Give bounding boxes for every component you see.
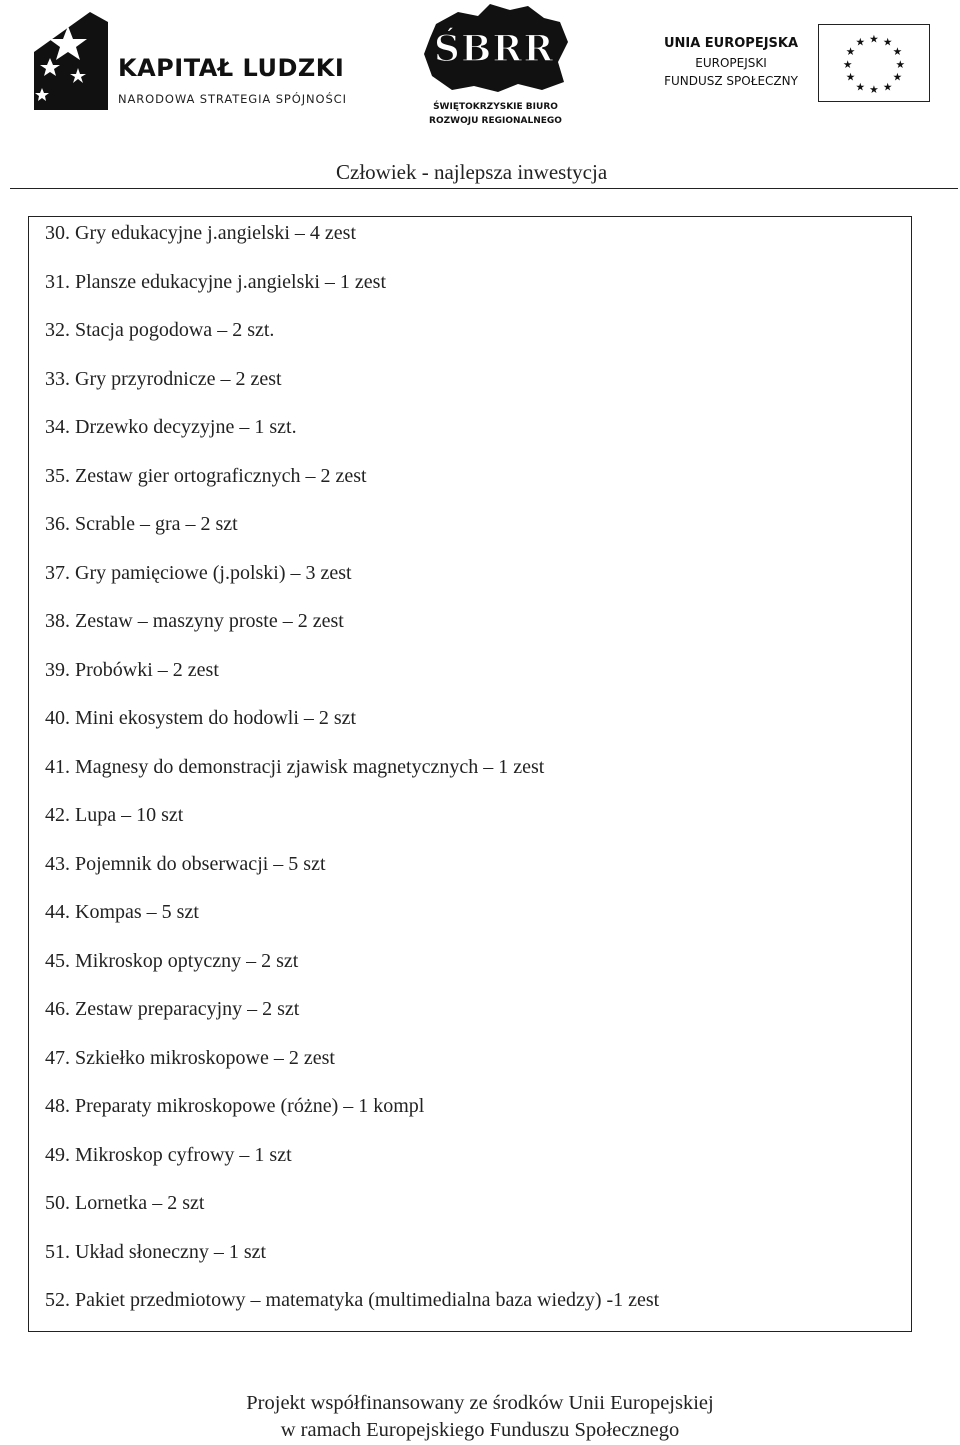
sbrr-logo bbox=[418, 2, 573, 130]
list-item: 45. Mikroskop optyczny – 2 szt bbox=[45, 949, 299, 972]
list-item: 41. Magnesy do demonstracji zjawisk magnetycznych – 1 zest bbox=[45, 755, 545, 778]
list-item: 49. Mikroskop cyfrowy – 1 szt bbox=[45, 1143, 292, 1166]
list-item: 36. Scrable – gra – 2 szt bbox=[45, 513, 238, 535]
eu-title: UNIA EUROPEJSKA bbox=[663, 36, 799, 51]
footer-line1: Projekt współfinansowany ze środków Unii Europejskiej bbox=[246, 1392, 714, 1414]
eu-flag-icon bbox=[818, 24, 930, 102]
list-item: 31. Plansze edukacyjne j.angielski – 1 zest bbox=[45, 270, 387, 293]
kapital-ludzki-logo bbox=[28, 12, 373, 112]
eu-fund-line2: FUNDUSZ SPOŁECZNY bbox=[664, 74, 798, 88]
kapital-ludzki-star-icon bbox=[28, 12, 110, 110]
kapital-ludzki-subtitle: NARODOWA STRATEGIA SPÓJNOŚCI bbox=[118, 92, 347, 106]
list-item: 46. Zestaw preparacyjny – 2 szt bbox=[45, 998, 300, 1020]
list-item: 38. Zestaw – maszyny proste – 2 zest bbox=[45, 610, 344, 632]
list-item: 32. Stacja pogodowa – 2 szt. bbox=[45, 319, 275, 341]
list-item: 44. Kompas – 5 szt bbox=[45, 901, 199, 923]
svg-text:★: ★ bbox=[895, 57, 906, 71]
svg-text:★: ★ bbox=[842, 57, 853, 71]
svg-text:★: ★ bbox=[855, 35, 866, 49]
page-header bbox=[0, 0, 960, 192]
svg-text:★: ★ bbox=[845, 45, 856, 59]
list-item: 51. Układ słoneczny – 1 szt bbox=[45, 1240, 267, 1263]
list-item: 35. Zestaw gier ortograficznych – 2 zest bbox=[45, 464, 367, 487]
list-item: 34. Drzewko decyzyjne – 1 szt. bbox=[45, 416, 297, 438]
list-item: 48. Preparaty mikroskopowe (różne) – 1 kompl bbox=[45, 1095, 425, 1117]
page-footer bbox=[0, 1390, 960, 1444]
list-item: 50. Lornetka – 2 szt bbox=[45, 1192, 205, 1214]
kapital-ludzki-title: KAPITAŁ LUDZKI bbox=[118, 54, 345, 82]
footer-line2: w ramach Europejskiego Funduszu Społecznego bbox=[280, 1419, 680, 1441]
list-item: 47. Szkiełko mikroskopowe – 2 zest bbox=[45, 1046, 335, 1069]
eu-fund-line1: EUROPEJSKI bbox=[695, 56, 767, 70]
list-item: 33. Gry przyrodnicze – 2 zest bbox=[45, 367, 282, 390]
svg-text:★: ★ bbox=[892, 45, 903, 59]
svg-text:★: ★ bbox=[882, 80, 893, 94]
svg-text:★: ★ bbox=[882, 35, 893, 49]
list-item: 42. Lupa – 10 szt bbox=[45, 804, 184, 826]
list-item: 52. Pakiet przedmiotowy – matematyka (multimedialna baza wiedzy) -1 zest bbox=[45, 1289, 660, 1311]
svg-text:★: ★ bbox=[869, 83, 879, 97]
list-item: 30. Gry edukacyjne j.angielski – 4 zest bbox=[45, 222, 357, 244]
tagline: Człowiek - najlepsza inwestycja bbox=[336, 160, 608, 184]
sbrr-subtitle-line2: ROZWOJU REGIONALNEGO bbox=[429, 116, 562, 126]
header-divider bbox=[10, 188, 958, 189]
svg-text:★: ★ bbox=[845, 70, 856, 84]
sbrr-name: ŚBRR bbox=[433, 28, 555, 70]
sbrr-subtitle-line1: ŚWIĘTOKRZYSKIE BIURO bbox=[433, 102, 558, 112]
list-item: 37. Gry pamięciowe (j.polski) – 3 zest bbox=[45, 561, 352, 584]
svg-text:★: ★ bbox=[855, 80, 866, 94]
svg-text:★: ★ bbox=[892, 70, 903, 84]
svg-text:★: ★ bbox=[869, 32, 879, 46]
list-item: 39. Probówki – 2 zest bbox=[45, 658, 219, 681]
equipment-list-box bbox=[28, 216, 912, 1332]
list-item: 43. Pojemnik do obserwacji – 5 szt bbox=[45, 852, 326, 875]
eu-logo bbox=[652, 28, 932, 104]
equipment-list bbox=[45, 217, 659, 1334]
list-item: 40. Mini ekosystem do hodowli – 2 szt bbox=[45, 707, 357, 729]
